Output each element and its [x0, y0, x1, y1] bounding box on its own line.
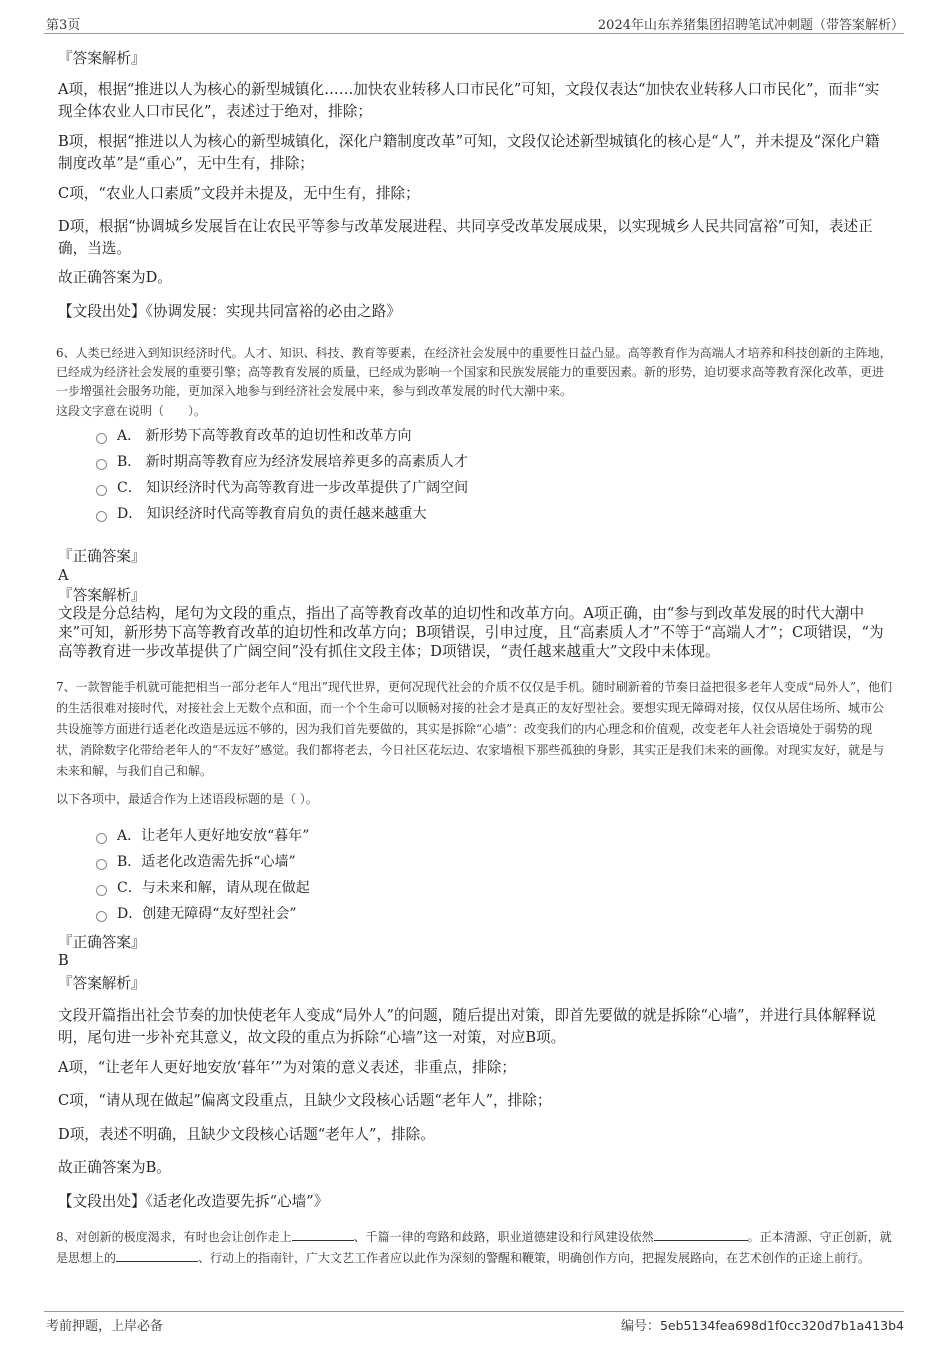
footer-slogan: 考前押题，上岸必备 [46, 1319, 164, 1334]
q7-analysis: 文段开篇指出社会节奏的加快使老年人变成“局外人”的问题，随后提出对策，即首先要做的就是拆除“心墙”，并进行具体解释说明，尾句进一步补充其意义，故文段的重点为拆除“心墙”这一对策，对应B项。 [58, 1007, 876, 1046]
q7-option-a[interactable] [96, 826, 309, 846]
q6-option-d[interactable] [96, 504, 427, 524]
q5-source: 【文段出处】《协调发展：实现共同富裕的必由之路》 [58, 303, 401, 320]
q6-analysis-label: 『答案解析』 [58, 587, 146, 604]
option-label: D． 知识经济时代高等教育肩负的责任越来越重大 [117, 506, 427, 522]
option-label: A．让老年人更好地安放“暮年” [117, 828, 310, 844]
header-divider [44, 33, 904, 34]
q8-text-4: 、行动上的指南针，广大文艺工作者应以此作为深刻的警醒和鞭策，明确创作方向，把握发展路向，在艺术创作的正途上前行。 [198, 1251, 871, 1265]
option-label: B．适老化改造需先拆“心墙” [117, 854, 296, 870]
q6-correct-label: 『正确答案』 [58, 548, 146, 565]
q6-option-b[interactable] [96, 452, 468, 472]
q6-correct-answer: A [58, 567, 69, 584]
q7-stem: 7、一款智能手机就可能把相当一部分老年人“甩出”现代世界，更何况现代社会的介质不仅仅是手机。随时刷新着的节奏日益把很多老年人变成“局外人”，他们的生活很难对接时代，对接社会上无数个点和面，而一个个生命可以顺畅对接的社会才是真正的友好型社会。要想实现无障碍对接，仅仅从居住场所、城市公共设施等方面进行适老化改造是远远不够的，因为我们首先要做的，其实是拆除“心墙”：改变我们的内心理念和价值观，改变老年人社会语境处于弱势的现状，消除数字化带给老年人的“不友好”感觉。我们都将老去，今日社区花坛边、农家墙根下那些孤独的身影，其实正是我们未来的画像。对现实友好，就是与未来和解，与我们自己和解。 [56, 680, 893, 778]
footer-code-label: 编号： [620, 1319, 660, 1334]
document-title: 2024年山东养猪集团招聘笔试冲刺题（带答案解析） [597, 18, 904, 33]
q5-conclusion: 故正确答案为D。 [58, 269, 172, 286]
radio-icon[interactable] [96, 511, 107, 522]
q5-analysis-d: D项，根据“协调城乡发展旨在让农民平等参与改革发展进程、共同享受改革发展成果，以实现城乡人民共同富裕”可知，表述正确，当选。 [58, 218, 873, 257]
q8-text-2: 、千篇一律的弯路和歧路，职业道德建设和行风建设依然 [353, 1230, 654, 1244]
radio-icon[interactable] [96, 433, 107, 444]
option-label: D．创建无障碍“友好型社会” [117, 906, 297, 922]
q7-conclusion: 故正确答案为B。 [58, 1159, 171, 1176]
q7-option-c[interactable] [96, 878, 310, 898]
option-label: B． 新时期高等教育应为经济发展培养更多的高素质人才 [117, 454, 468, 470]
footer-divider [44, 1311, 904, 1312]
q7-analysis-a: A项，“让老年人更好地安放‘暮年’”为对策的意义表述，非重点，排除； [58, 1059, 516, 1076]
q7-analysis-d: D项，表述不明确，且缺少文段核心话题“老年人”，排除。 [58, 1126, 435, 1143]
q5-analysis-a: A项，根据“推进以人为核心的新型城镇化……加快农业转移人口市民化”可知，文段仅表达“加快农业转移人口市民化”，而非“实现全体农业人口市民化”，表述过于绝对，排除； [58, 81, 880, 120]
footer-code [621, 1315, 904, 1334]
option-label: C．与未来和解，请从现在做起 [117, 880, 310, 896]
radio-icon[interactable] [96, 859, 107, 870]
q7-option-d[interactable] [96, 904, 297, 924]
q8-blank-3[interactable] [116, 1249, 198, 1262]
radio-icon[interactable] [96, 833, 107, 844]
q8-blank-1[interactable] [292, 1228, 354, 1241]
radio-icon[interactable] [96, 459, 107, 470]
radio-icon[interactable] [96, 885, 107, 896]
q8-text-3: 。正本清源、守正创新，就是思想上的 [56, 1230, 892, 1265]
q7-correct-label: 『正确答案』 [58, 934, 146, 951]
option-label: C． 知识经济时代为高等教育进一步改革提供了广阔空间 [117, 480, 469, 496]
option-label: A． 新形势下高等教育改革的迫切性和改革方向 [117, 428, 412, 444]
radio-icon[interactable] [96, 911, 107, 922]
q5-analysis-b: B项，根据“推进以人为核心的新型城镇化，深化户籍制度改革”可知，文段仅论述新型城镇化的核心是“人”，并未提及“深化户籍制度改革”是“重心”，无中生有，排除； [58, 133, 880, 172]
q5-analysis-label: 『答案解析』 [58, 50, 146, 67]
q7-source: 【文段出处】《适老化改造要先拆“心墙”》 [58, 1193, 329, 1210]
q5-analysis-c: C项，“农业人口素质”文段并未提及，无中生有，排除； [58, 185, 420, 202]
q7-option-b[interactable] [96, 852, 296, 872]
q8-blank-2[interactable] [654, 1228, 748, 1241]
q6-stem: 6、人类已经进入到知识经济时代。人才、知识、科技、教育等要素，在经济社会发展中的重要性日益凸显。高等教育作为高端人才培养和科技创新的主阵地，已经成为经济社会发展的重要引擎；高等教育发展的质量，已经成为影响一个国家和民族发展能力的重要因素。新的形势，迫切要求高等教育深化改革，更进一步增强社会服务功能，更加深入地参与到经济社会发展中来，参与到改革发展的时代大潮中来。 [56, 346, 892, 398]
footer-code-value: 5eb5134fea698d1f0cc320d7b1a413b4 [659, 1318, 904, 1333]
radio-icon[interactable] [96, 485, 107, 496]
q7-analysis-c: C项，“请从现在做起”偏离文段重点，且缺少文段核心话题“老年人”，排除； [58, 1092, 552, 1109]
q7-analysis-label: 『答案解析』 [58, 975, 146, 992]
q7-correct-answer: B [58, 952, 69, 969]
page-number: 第3页 [46, 18, 81, 33]
q6-option-a[interactable] [96, 426, 412, 446]
q7-question: 以下各项中，最适合作为上述语段标题的是（ ）。 [56, 792, 318, 806]
q6-question: 这段文字意在说明（ ）。 [56, 404, 207, 418]
q8-text-1: 8、对创新的极度渴求，有时也会让创作走上 [56, 1230, 292, 1244]
q6-option-c[interactable] [96, 478, 468, 498]
q6-analysis: 文段是分总结构，尾句为文段的重点，指出了高等教育改革的迫切性和改革方向。A项正确，由“参与到改革发展的时代大潮中来”可知，新形势下高等教育改革的迫切性和改革方向；B项错误，引申过度，且“高素质人才”不等于“高端人才”；C项错误，“为高等教育进一步改革提供了广阔空间”没有抓住文段主体；D项错误，“责任越来越重大”文段中未体现。 [58, 605, 884, 660]
q8-stem [56, 1227, 894, 1269]
